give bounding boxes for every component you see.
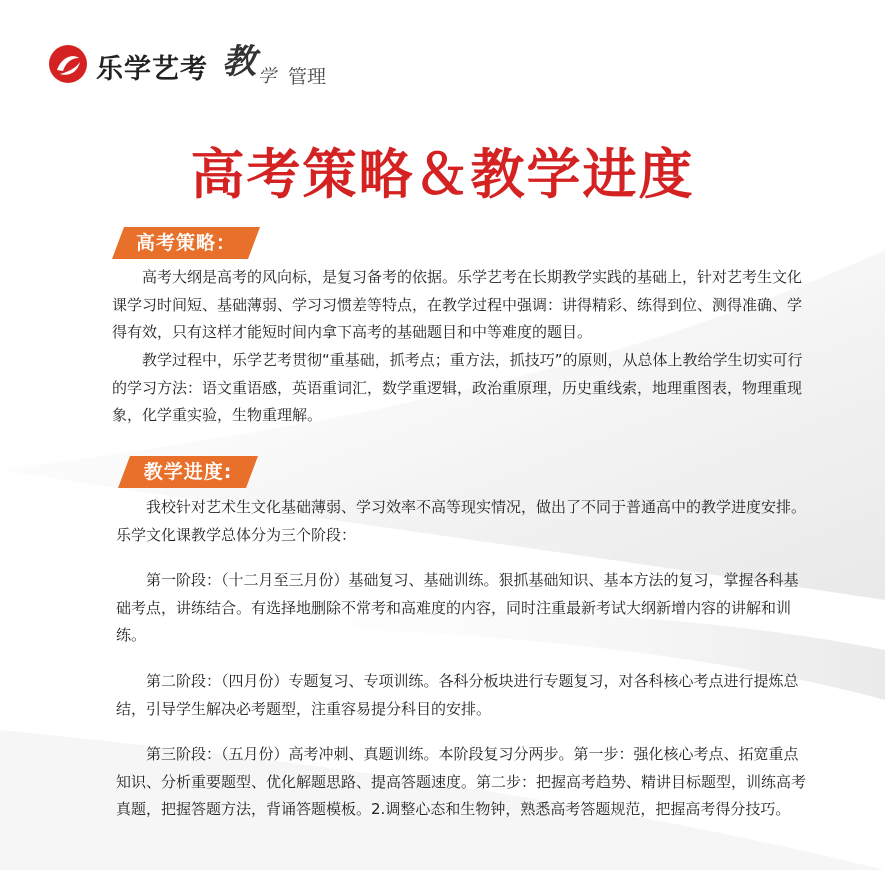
strategy-paragraph-1: 高考大纲是高考的风向标，是复习备考的依据。乐学艺考在长期教学实践的基础上，针对艺考生文化课学习时间短、基础薄弱、学习习惯差等特点，在教学过程中强调：讲得精彩、练得到位、测得准确、学得有效，只有这样才能短时间内拿下高考的基础题目和中等难度的题目。 bbox=[112, 268, 803, 341]
brand-name: 乐学艺考 bbox=[96, 54, 208, 85]
progress-intro: 我校针对艺术生文化基础薄弱、学习效率不高等现实情况，做出了不同于普通高中的教学进度安排。乐学文化课教学总体分为三个阶段： bbox=[116, 498, 807, 544]
script-jiao: 教 bbox=[222, 42, 256, 82]
section-heading-label: 高考策略： bbox=[135, 232, 236, 254]
section-heading-label: 教学进度: bbox=[143, 461, 233, 483]
swirl-logo-icon bbox=[48, 44, 88, 84]
header-subtitle: 管理 bbox=[288, 66, 327, 88]
strategy-paragraph-2: 教学过程中，乐学艺考贯彻“重基础，抓考点；重方法，抓技巧”的原则，从总体上教给学生切实可行的学习方法：语文重语感，英语重词汇，数学重逻辑，政治重原理，历史重线索，地理重图表，物理重现象，化学重实验，生物重理解。 bbox=[112, 351, 803, 424]
page-title: 高考策略＆教学进度 bbox=[190, 142, 695, 206]
section-heading-strategy bbox=[112, 227, 260, 259]
stage-1-paragraph: 第一阶段：（十二月至三月份）基础复习、基础训练。狠抓基础知识、基本方法的复习，掌握各科基础考点，讲练结合。有选择地删除不常考和高难度的内容，同时注重最新考试大纲新增内容的讲解和训练。 bbox=[116, 571, 799, 644]
stage-2-paragraph: 第二阶段：（四月份）专题复习、专项训练。各科分板块进行专题复习，对各科核心考点进行提炼总结，引导学生解决必考题型，注重容易提分科目的安排。 bbox=[116, 672, 799, 718]
stage-3-paragraph: 第三阶段：（五月份）高考冲刺、真题训练。本阶段复习分两步。第一步：强化核心考点、拓宽重点知识、分析重要题型、优化解题思路、提高答题速度。第二步：把握高考趋势、精讲目标题型，训练高考真题，把握答题方法，背诵答题模板。2.调整心态和生物钟，熟悉高考答题规范，把握高考得分技巧。 bbox=[116, 745, 807, 818]
section-heading-progress bbox=[118, 456, 258, 488]
script-xue: 学 bbox=[258, 66, 276, 87]
